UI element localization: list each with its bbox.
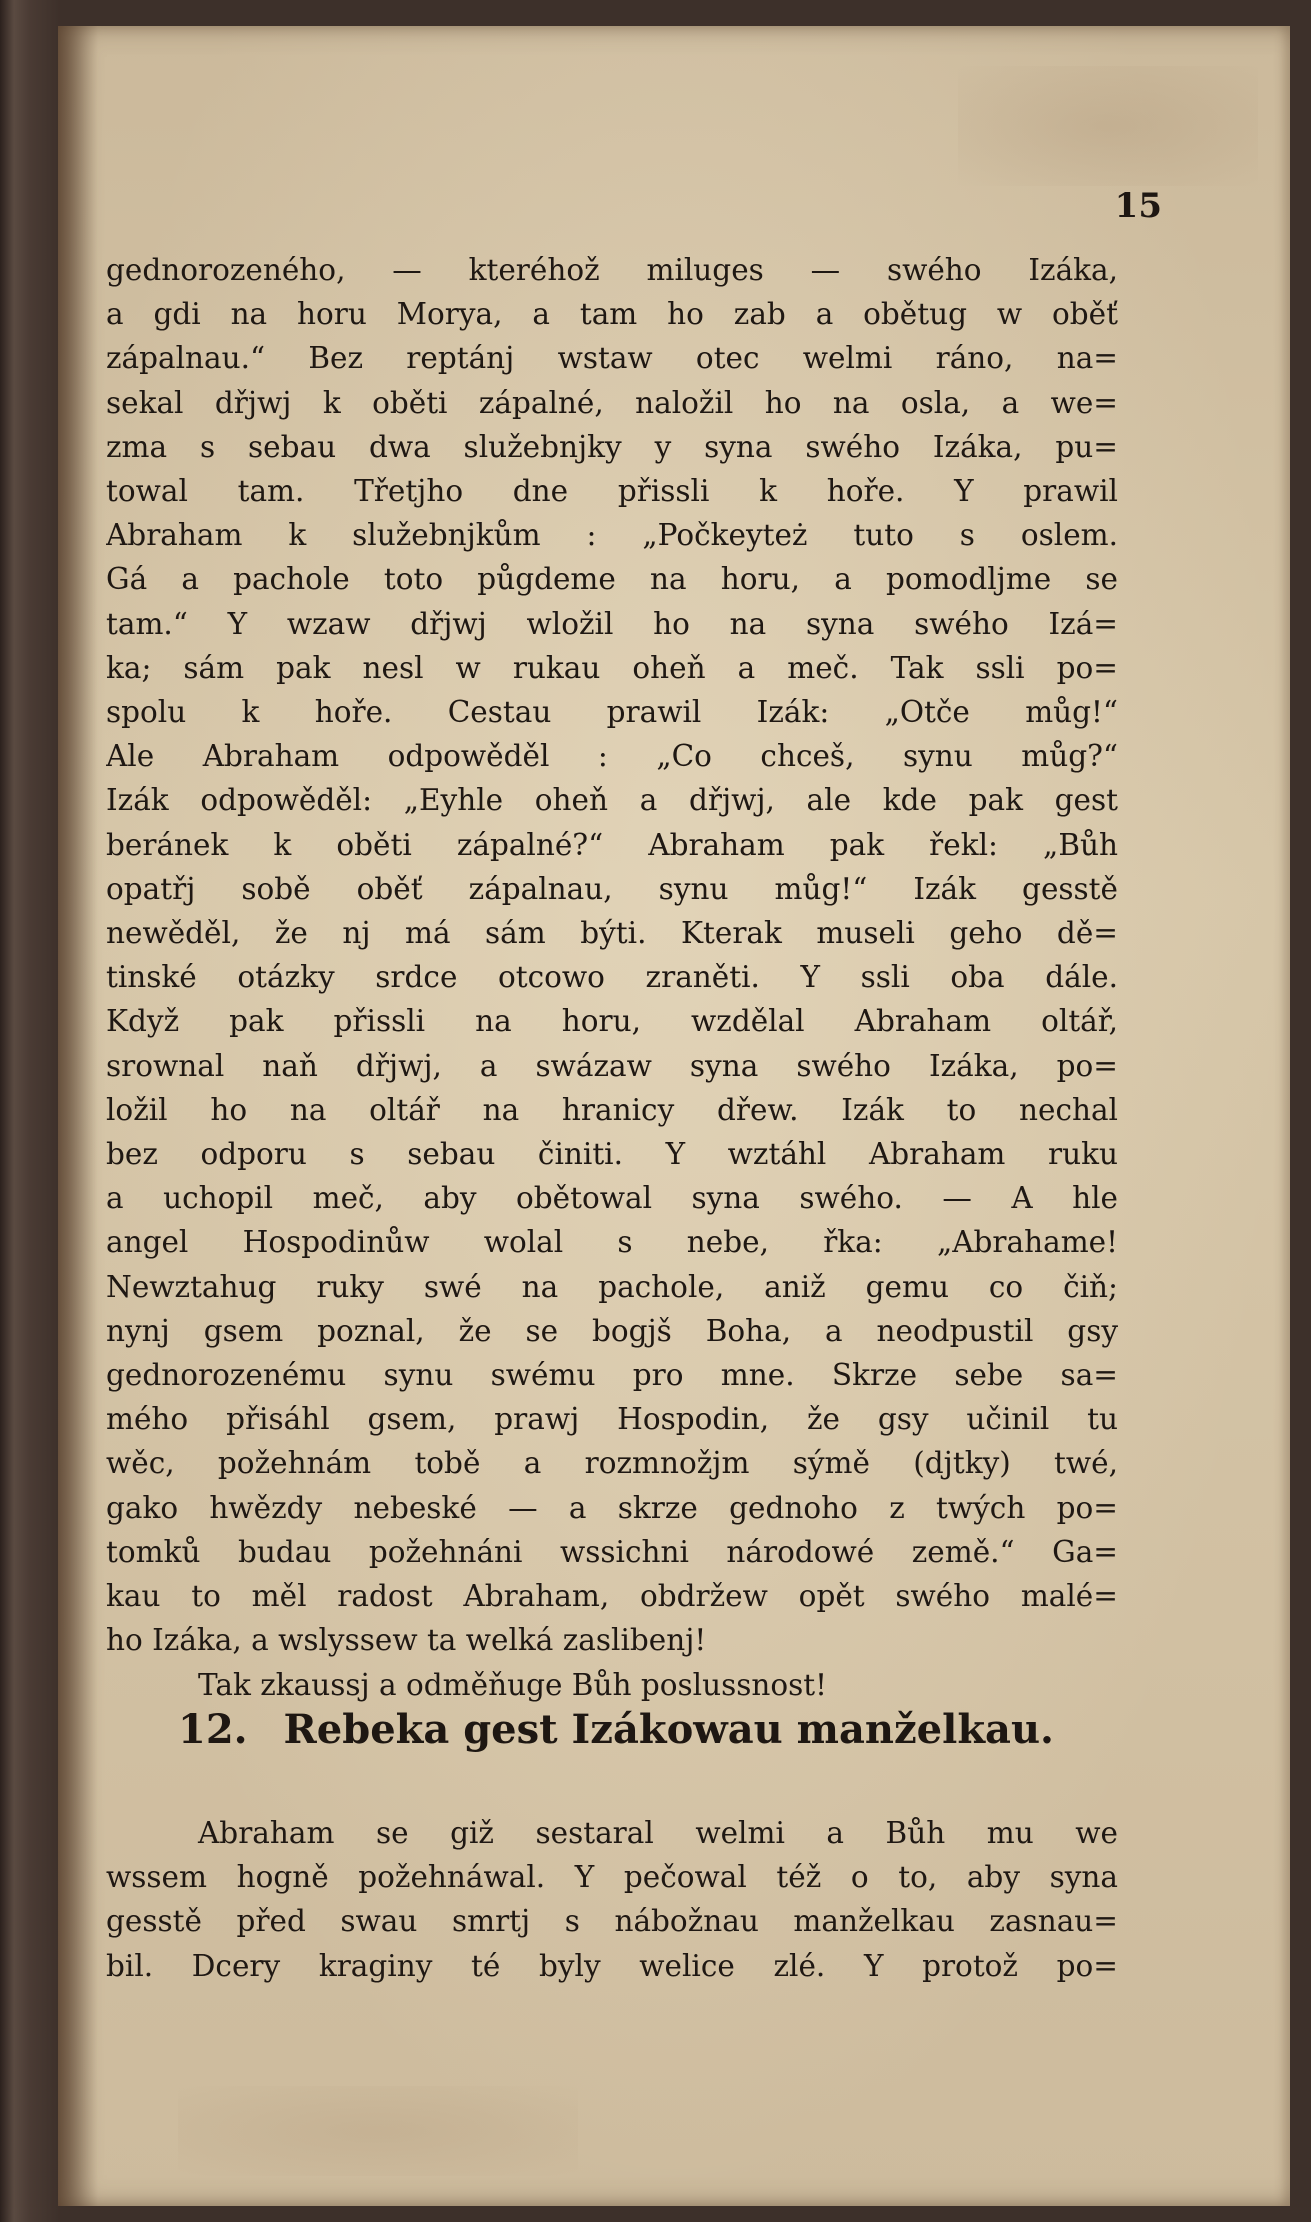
text-line: beránek k oběti zápalné?“ Abraham pak řekl: „Bůh xyxy=(106,827,1118,862)
text-line: Gá a pachole toto půgdeme na horu, a pomodljme se xyxy=(106,562,1118,597)
text-line: Abraham k služebnjkům : „Počkeyteż tuto s oslem. xyxy=(106,518,1118,553)
text-line: gednorozenému synu swému pro mne. Skrze sebe sa= xyxy=(106,1358,1118,1393)
text-line: tomků budau požehnáni wssichni národowé země.“ Ga= xyxy=(106,1534,1118,1569)
text-line: opatřj sobě oběť zápalnau, synu můg!“ Izák gesstě xyxy=(106,871,1118,906)
text-line: tam.“ Y wzaw dřjwj wložil ho na syna swého Izá= xyxy=(106,606,1118,641)
chapter-heading xyxy=(178,1706,1138,1753)
text-line: srownal naň dřjwj, a swázaw syna swého Izáka, po= xyxy=(106,1048,1118,1083)
text-line: Ale Abraham odpowěděl : „Co chceš, synu můg?“ xyxy=(106,739,1118,774)
text-line: wssem hogně požehnáwal. Y pečowal též o to, aby syna xyxy=(106,1860,1118,1895)
text-line: newěděl, že nj má sám býti. Kterak museli geho dě= xyxy=(106,916,1118,951)
text-line: Abraham se giž sestaral welmi a Bůh mu we xyxy=(198,1816,1118,1850)
text-line: bez odporu s sebau činiti. Y wztáhl Abraham ruku xyxy=(106,1137,1118,1172)
text-line: Když pak přissli na horu, wzdělal Abraham oltář, xyxy=(106,1004,1118,1039)
page-number: 15 xyxy=(1114,186,1162,226)
text-line: zma s sebau dwa služebnjky y syna swého Izáka, pu= xyxy=(106,429,1118,464)
paper-stain xyxy=(178,2086,578,2176)
text-line: gednorozeného, — kteréhož miluges — swého Izáka, xyxy=(106,253,1118,287)
text-line: wěc, požehnám tobě a rozmnožjm sýmě (djtky) twé, xyxy=(106,1446,1118,1481)
text-line: zápalnau.“ Bez reptánj wstaw otec welmi ráno, na= xyxy=(106,341,1118,376)
text-line: ložil ho na oltář na hranicy dřew. Izák to nechal xyxy=(106,1092,1118,1127)
text-line: Newztahug ruky swé na pachole, aniž gemu co čiň; xyxy=(106,1269,1118,1304)
chapter-title: Rebeka gest Izákowau manželkau. xyxy=(283,1706,1054,1753)
text-line: ho Izáka, a wslyssew ta welká zaslibenj! xyxy=(106,1623,707,1658)
text-line: gesstě před swau smrtj s nábožnau manželkau zasnau= xyxy=(106,1904,1118,1939)
text-line: sekal dřjwj k oběti zápalné, naložil ho na osla, a we= xyxy=(106,385,1118,420)
story-text xyxy=(106,248,1118,1707)
text-line: towal tam. Třetjho dne přissli k hoře. Y prawil xyxy=(106,474,1118,509)
text-line: Izák odpowěděl: „Eyhle oheň a dřjwj, ale kde pak gest xyxy=(106,783,1118,818)
text-line: kau to měl radost Abraham, obdržew opět swého malé= xyxy=(106,1579,1118,1614)
text-line: angel Hospodinůw wolal s nebe, řka: „Abrahame! xyxy=(106,1225,1118,1260)
page-gutter-shadow xyxy=(58,26,98,2206)
text-line: bil. Dcery kraginy té byly welice zlé. Y protož po= xyxy=(106,1948,1118,1983)
text-line: gako hwězdy nebeské — a skrze gednoho z twých po= xyxy=(106,1490,1118,1525)
text-line: a uchopil meč, aby obětowal syna swého. — A hle xyxy=(106,1181,1118,1216)
text-line: ka; sám pak nesl w rukau oheň a meč. Tak ssli po= xyxy=(106,650,1118,685)
text-line: mého přisáhl gsem, prawj Hospodin, že gsy učinil tu xyxy=(106,1402,1118,1437)
book-page xyxy=(58,26,1290,2206)
story-moral-line: Tak zkaussj a odměňuge Bůh poslussnost! xyxy=(198,1667,827,1702)
text-line: a gdi na horu Morya, a tam ho zab a obětug w oběť xyxy=(106,297,1118,332)
chapter-number: 12. xyxy=(178,1706,248,1753)
chapter-text xyxy=(106,1811,1118,1988)
text-line: tinské otázky srdce otcowo zraněti. Y ssli oba dále. xyxy=(106,960,1118,995)
text-line: nynj gsem poznal, že se bogjš Boha, a neodpustil gsy xyxy=(106,1313,1118,1348)
paper-stain xyxy=(958,66,1258,186)
text-line: spolu k hoře. Cestau prawil Izák: „Otče můg!“ xyxy=(106,695,1118,730)
